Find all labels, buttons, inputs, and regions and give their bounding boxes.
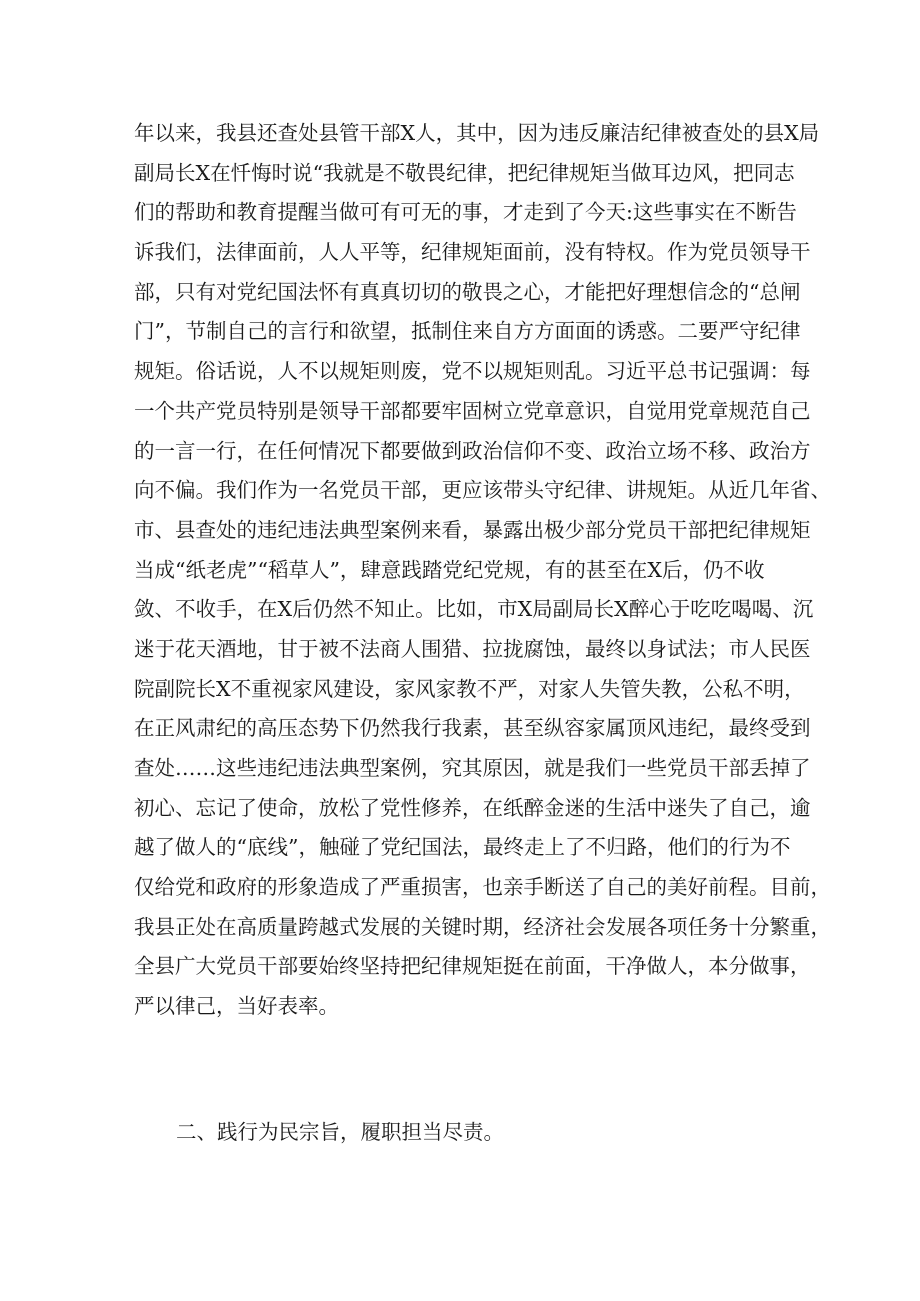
- text-line: 一个共产党员特别是领导干部都要牢固树立党章意识，自觉用党章规范自己: [134, 398, 811, 423]
- body-paragraph: [134, 114, 831, 1027]
- section-heading: 二、践行为民宗旨，履职担当尽责。: [176, 1120, 504, 1144]
- text-line: 门”，节制自己的言行和欲望，抵制住来自方方面面的诱惑。二要严守纪律: [134, 319, 801, 344]
- text-line: 初心、忘记了使命，放松了党性修养，在纸醉金迷的生活中迷失了自己，逾: [134, 795, 811, 820]
- text-line: 院副院长X不重视家风建设，家风家教不严，对家人失管失教，公私不明，: [134, 676, 805, 701]
- text-line: 副局长X在忏悔时说“我就是不敬畏纪律，把纪律规矩当做耳边风，把同志: [134, 160, 795, 185]
- text-line: 仅给党和政府的形象造成了严重损害，也亲手断送了自己的美好前程。目前，: [134, 875, 831, 900]
- text-line: 们的帮助和教育提醒当做可有可无的事，才走到了今天:这些事实在不断告: [134, 200, 797, 225]
- text-line: 敛、不收手，在X后仍然不知止。比如，市X局副局长X醉心于吃吃喝喝、沉: [134, 597, 814, 622]
- text-line: 诉我们，法律面前，人人平等，纪律规矩面前，没有特权。作为党员领导干: [134, 240, 811, 265]
- text-line: 规矩。俗话说，人不以规矩则废，党不以规矩则乱。习近平总书记强调：每: [134, 359, 811, 384]
- text-line: 年以来，我县还查处县管干部X人，其中，因为违反廉洁纪律被查处的县X局: [134, 121, 820, 145]
- text-line: 严以律己，当好表率。: [134, 994, 339, 1019]
- text-line: 向不偏。我们作为一名党员干部，更应该带头守纪律、讲规矩。从近几年省、: [134, 478, 831, 503]
- text-line: 在正风肃纪的高压态势下仍然我行我素，甚至纵容家属顶风违纪，最终受到: [134, 716, 811, 741]
- text-line: 市、县查处的违纪违法典型案例来看，暴露出极少部分党员干部把纪律规矩: [134, 517, 811, 542]
- text-line: 当成“纸老虎”“稻草人”，肆意践踏党纪党规，有的甚至在X后，仍不收: [134, 557, 765, 582]
- text-line: 的一言一行，在任何情况下都要做到政治信仰不变、政治立场不移、政治方: [134, 438, 811, 463]
- text-line: 越了做人的“底线”，触碰了党纪国法，最终走上了不归路，他们的行为不: [134, 835, 791, 860]
- text-line: 部，只有对党纪国法怀有真真切切的敬畏之心，才能把好理想信念的“总闸: [134, 279, 801, 304]
- text-line: 迷于花天酒地，甘于被不法商人围猎、拉拢腐蚀，最终以身试法；市人民医: [134, 636, 811, 661]
- text-line: 全县广大党员干部要始终坚持把纪律规矩挺在前面，干净做人，本分做事，: [134, 954, 811, 979]
- text-line: 查处……这些违纪违法典型案例，究其原因，就是我们一些党员干部丢掉了: [134, 756, 811, 780]
- text-line: 我县正处在高质量跨越式发展的关键时期，经济社会发展各项任务十分繁重，: [134, 914, 831, 939]
